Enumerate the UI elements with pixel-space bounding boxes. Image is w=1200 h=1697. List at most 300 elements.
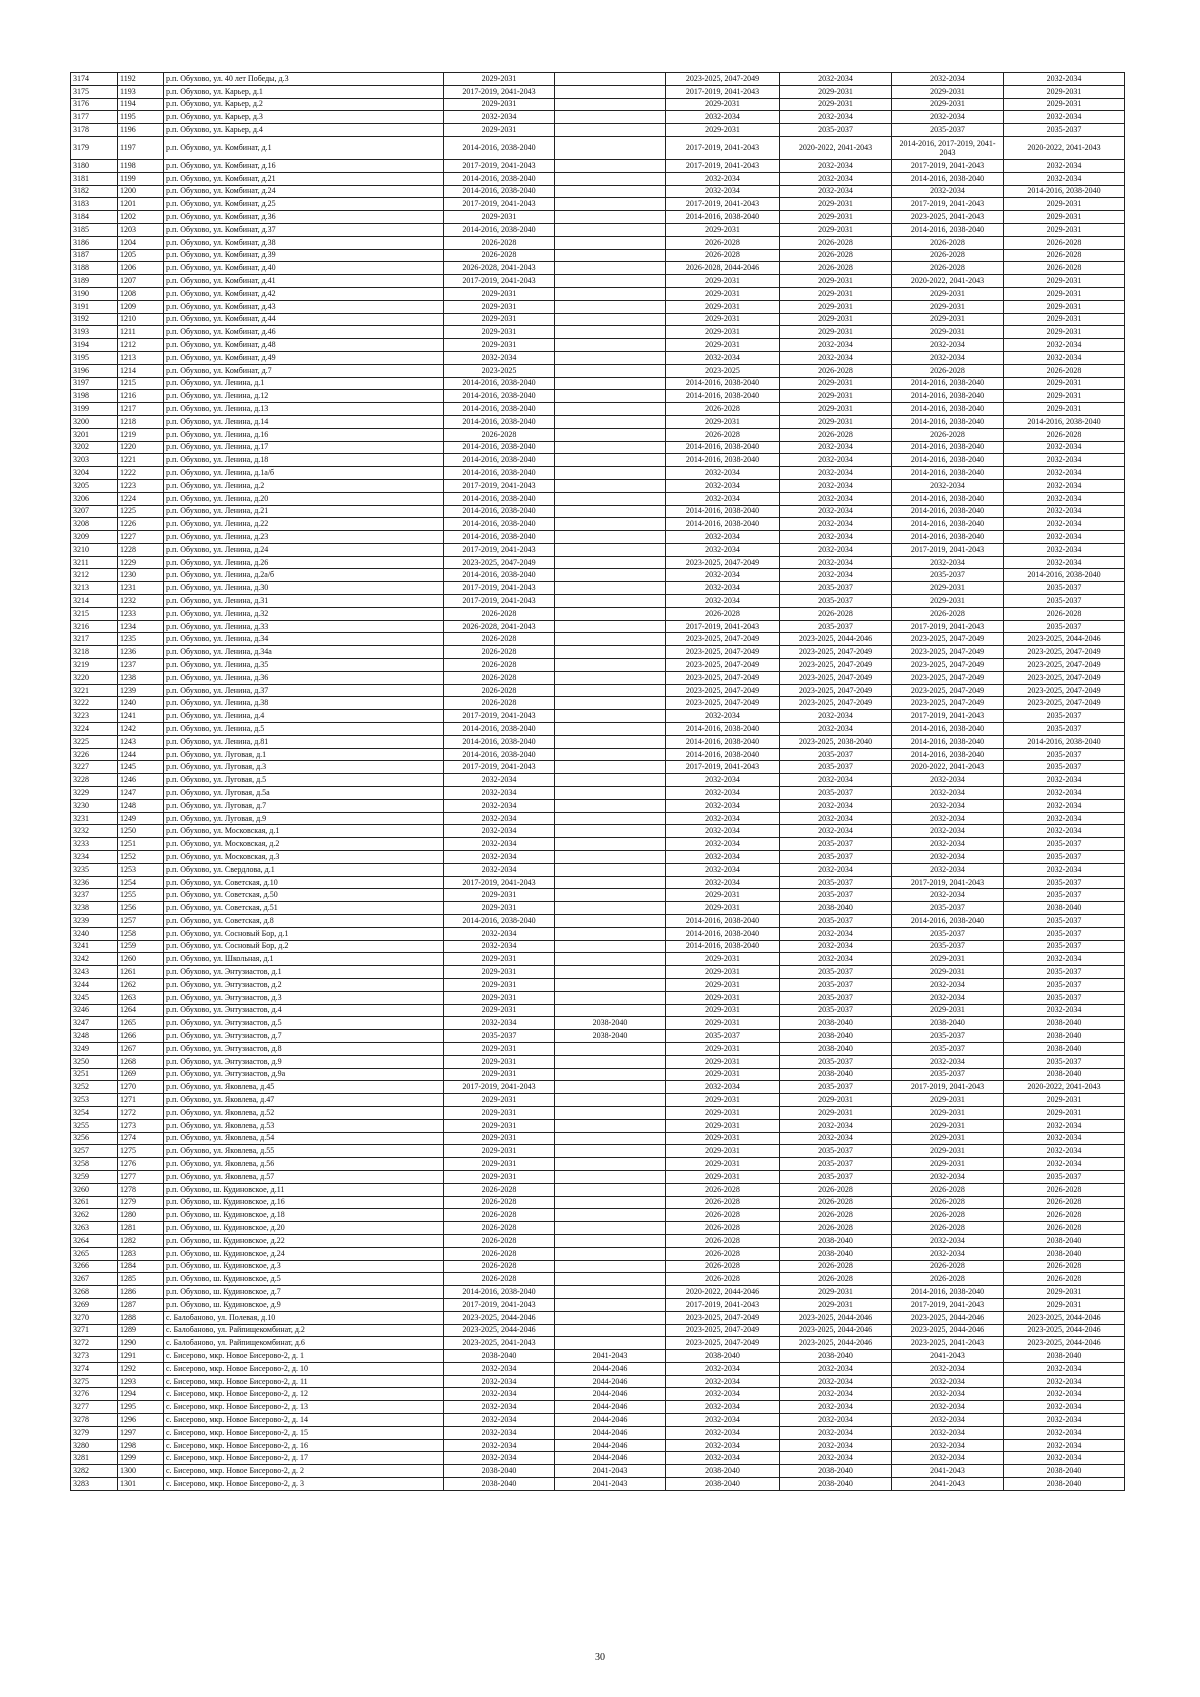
period-cell: 2017-2019, 2041-2043: [444, 761, 555, 774]
period-cell: [555, 646, 666, 659]
period-cell: 2029-2031: [780, 403, 892, 416]
house-id-cell: 1227: [118, 531, 164, 544]
period-cell: 2023-2025, 2047-2049: [892, 684, 1004, 697]
table-row: [71, 684, 1125, 697]
period-cell: [555, 1042, 666, 1055]
house-id-cell: 1295: [118, 1401, 164, 1414]
period-cell: [555, 991, 666, 1004]
row-number-cell: 3177: [71, 111, 118, 124]
row-number-cell: 3221: [71, 684, 118, 697]
period-cell: 2032-2034: [1004, 1145, 1125, 1158]
period-cell: 2032-2034: [666, 1362, 780, 1375]
address-cell: р.п. Обухово, ул. Свердлова, д.1: [164, 863, 444, 876]
period-cell: [555, 799, 666, 812]
period-cell: 2032-2034: [444, 774, 555, 787]
period-cell: 2032-2034: [780, 492, 892, 505]
row-number-cell: 3178: [71, 124, 118, 137]
period-cell: 2035-2037: [1004, 927, 1125, 940]
period-cell: 2029-2031: [892, 300, 1004, 313]
address-cell: р.п. Обухово, ш. Кудиновское, д.24: [164, 1247, 444, 1260]
period-cell: [555, 172, 666, 185]
house-id-cell: 1236: [118, 646, 164, 659]
period-cell: [555, 223, 666, 236]
period-cell: 2032-2034: [892, 111, 1004, 124]
house-id-cell: 1229: [118, 556, 164, 569]
row-number-cell: 3209: [71, 531, 118, 544]
period-cell: [555, 236, 666, 249]
table-body: [71, 73, 1125, 1491]
row-number-cell: 3219: [71, 659, 118, 672]
period-cell: 2032-2034: [1004, 467, 1125, 480]
period-cell: 2029-2031: [666, 415, 780, 428]
period-cell: [555, 787, 666, 800]
row-number-cell: 3261: [71, 1196, 118, 1209]
period-cell: 2035-2037: [780, 1055, 892, 1068]
address-cell: р.п. Обухово, ул. Московская, д.1: [164, 825, 444, 838]
table-row: [71, 1311, 1125, 1324]
period-cell: 2038-2040: [780, 1017, 892, 1030]
row-number-cell: 3260: [71, 1183, 118, 1196]
table-row: [71, 492, 1125, 505]
period-cell: [555, 1247, 666, 1260]
address-cell: с. Бисерово, мкр. Новое Бисерово-2, д. 11: [164, 1375, 444, 1388]
period-cell: 2029-2031: [1004, 1286, 1125, 1299]
table-row: [71, 876, 1125, 889]
row-number-cell: 3246: [71, 1004, 118, 1017]
period-cell: 2023-2025, 2044-2046: [780, 1337, 892, 1350]
period-cell: [555, 1055, 666, 1068]
period-cell: 2035-2037: [1004, 582, 1125, 595]
period-cell: 2023-2025, 2047-2049: [1004, 659, 1125, 672]
period-cell: 2032-2034: [780, 1439, 892, 1452]
period-cell: [555, 595, 666, 608]
row-number-cell: 3242: [71, 953, 118, 966]
period-cell: 2032-2034: [1004, 111, 1125, 124]
address-cell: р.п. Обухово, ул. 40 лет Победы, д.3: [164, 73, 444, 86]
period-cell: 2029-2031: [666, 98, 780, 111]
period-cell: 2029-2031: [444, 313, 555, 326]
period-cell: 2014-2016, 2038-2040: [444, 569, 555, 582]
table-row: [71, 582, 1125, 595]
table-row: [71, 927, 1125, 940]
period-cell: 2032-2034: [666, 1426, 780, 1439]
period-cell: 2026-2028: [780, 1209, 892, 1222]
period-cell: 2017-2019, 2041-2043: [444, 85, 555, 98]
period-cell: 2023-2025, 2047-2049: [1004, 671, 1125, 684]
row-number-cell: 3183: [71, 198, 118, 211]
period-cell: [555, 1222, 666, 1235]
period-cell: 2020-2022, 2041-2043: [892, 275, 1004, 288]
period-cell: 2029-2031: [892, 953, 1004, 966]
table-row: [71, 1337, 1125, 1350]
period-cell: 2014-2016, 2038-2040: [444, 390, 555, 403]
period-cell: 2026-2028: [666, 1196, 780, 1209]
period-cell: 2026-2028: [666, 1234, 780, 1247]
period-cell: 2023-2025, 2047-2049: [666, 646, 780, 659]
period-cell: 2035-2037: [1004, 723, 1125, 736]
period-cell: 2044-2046: [555, 1426, 666, 1439]
period-cell: 2026-2028: [1004, 1222, 1125, 1235]
period-cell: 2032-2034: [892, 838, 1004, 851]
period-cell: 2026-2028: [666, 403, 780, 416]
table-row: [71, 940, 1125, 953]
period-cell: 2014-2016, 2038-2040: [666, 748, 780, 761]
table-row: [71, 787, 1125, 800]
period-cell: 2023-2025, 2047-2049: [1004, 684, 1125, 697]
row-number-cell: 3182: [71, 185, 118, 198]
period-cell: 2035-2037: [1004, 978, 1125, 991]
period-cell: 2035-2037: [1004, 991, 1125, 1004]
table-row: [71, 889, 1125, 902]
period-cell: 2032-2034: [892, 556, 1004, 569]
period-cell: 2029-2031: [892, 287, 1004, 300]
period-cell: 2026-2028: [666, 1273, 780, 1286]
period-cell: 2014-2016, 2038-2040: [666, 377, 780, 390]
row-number-cell: 3203: [71, 454, 118, 467]
page-number: 30: [595, 1652, 605, 1663]
period-cell: 2029-2031: [780, 287, 892, 300]
address-cell: р.п. Обухово, ул. Ленина, д.34а: [164, 646, 444, 659]
row-number-cell: 3225: [71, 735, 118, 748]
house-id-cell: 1244: [118, 748, 164, 761]
period-cell: 2014-2016, 2038-2040: [892, 915, 1004, 928]
table-row: [71, 799, 1125, 812]
address-cell: р.п. Обухово, ул. Ленина, д.30: [164, 582, 444, 595]
period-cell: [555, 249, 666, 262]
period-cell: 2014-2016, 2038-2040: [444, 415, 555, 428]
row-number-cell: 3241: [71, 940, 118, 953]
table-row: [71, 1119, 1125, 1132]
period-cell: 2032-2034: [780, 531, 892, 544]
address-cell: с. Бисерово, мкр. Новое Бисерово-2, д. 1: [164, 1350, 444, 1363]
row-number-cell: 3212: [71, 569, 118, 582]
house-id-cell: 1239: [118, 684, 164, 697]
house-id-cell: 1209: [118, 300, 164, 313]
house-id-cell: 1204: [118, 236, 164, 249]
address-cell: р.п. Обухово, ш. Кудиновское, д.20: [164, 1222, 444, 1235]
address-cell: с. Бисерово, мкр. Новое Бисерово-2, д. 14: [164, 1414, 444, 1427]
period-cell: 2014-2016, 2038-2040: [444, 735, 555, 748]
period-cell: 2032-2034: [666, 876, 780, 889]
period-cell: 2032-2034: [1004, 441, 1125, 454]
period-cell: 2029-2031: [780, 275, 892, 288]
table-row: [71, 825, 1125, 838]
address-cell: р.п. Обухово, ул. Энтузиастов, д.2: [164, 978, 444, 991]
period-cell: 2035-2037: [892, 124, 1004, 137]
period-cell: 2023-2025, 2041-2043: [444, 1337, 555, 1350]
house-id-cell: 1245: [118, 761, 164, 774]
period-cell: 2029-2031: [1004, 98, 1125, 111]
period-cell: 2014-2016, 2038-2040: [892, 748, 1004, 761]
period-cell: 2017-2019, 2041-2043: [892, 543, 1004, 556]
address-cell: с. Бисерово, мкр. Новое Бисерово-2, д. 12: [164, 1388, 444, 1401]
period-cell: 2029-2031: [892, 595, 1004, 608]
period-cell: 2029-2031: [666, 1119, 780, 1132]
period-cell: 2032-2034: [780, 953, 892, 966]
house-id-cell: 1224: [118, 492, 164, 505]
period-cell: 2032-2034: [780, 1426, 892, 1439]
house-id-cell: 1203: [118, 223, 164, 236]
period-cell: 2023-2025, 2044-2046: [780, 633, 892, 646]
house-id-cell: 1202: [118, 211, 164, 224]
address-cell: р.п. Обухово, ш. Кудиновское, д.3: [164, 1260, 444, 1273]
row-number-cell: 3232: [71, 825, 118, 838]
period-cell: 2023-2025, 2047-2049: [666, 1337, 780, 1350]
period-cell: 2032-2034: [780, 799, 892, 812]
period-cell: 2032-2034: [1004, 1439, 1125, 1452]
period-cell: 2029-2031: [1004, 326, 1125, 339]
period-cell: 2029-2031: [444, 1004, 555, 1017]
period-cell: 2032-2034: [444, 838, 555, 851]
address-cell: р.п. Обухово, ул. Московская, д.3: [164, 851, 444, 864]
period-cell: 2029-2031: [444, 73, 555, 86]
row-number-cell: 3194: [71, 339, 118, 352]
house-id-cell: 1270: [118, 1081, 164, 1094]
house-id-cell: 1267: [118, 1042, 164, 1055]
period-cell: 2020-2022, 2041-2043: [1004, 1081, 1125, 1094]
house-id-cell: 1259: [118, 940, 164, 953]
period-cell: 2035-2037: [780, 991, 892, 1004]
period-cell: 2032-2034: [1004, 339, 1125, 352]
address-cell: р.п. Обухово, ул. Ленина, д.18: [164, 454, 444, 467]
period-cell: 2032-2034: [892, 863, 1004, 876]
house-id-cell: 1207: [118, 275, 164, 288]
address-cell: р.п. Обухово, ул. Энтузиастов, д.5: [164, 1017, 444, 1030]
table-row: [71, 978, 1125, 991]
row-number-cell: 3174: [71, 73, 118, 86]
table-row: [71, 415, 1125, 428]
period-cell: [555, 582, 666, 595]
period-cell: 2038-2040: [666, 1465, 780, 1478]
period-cell: [555, 1286, 666, 1299]
period-cell: 2026-2028: [1004, 1196, 1125, 1209]
period-cell: 2035-2037: [780, 1158, 892, 1171]
address-cell: р.п. Обухово, ул. Московская, д.2: [164, 838, 444, 851]
period-cell: 2014-2016, 2017-2019, 2041-2043: [892, 136, 1004, 159]
period-cell: [555, 1132, 666, 1145]
period-cell: [555, 927, 666, 940]
period-cell: 2032-2034: [666, 710, 780, 723]
house-id-cell: 1255: [118, 889, 164, 902]
house-id-cell: 1222: [118, 467, 164, 480]
period-cell: 2029-2031: [892, 1119, 1004, 1132]
period-cell: 2038-2040: [780, 1068, 892, 1081]
period-cell: 2032-2034: [444, 1362, 555, 1375]
house-id-cell: 1293: [118, 1375, 164, 1388]
row-number-cell: 3281: [71, 1452, 118, 1465]
period-cell: 2029-2031: [666, 991, 780, 1004]
period-cell: 2023-2025, 2044-2046: [780, 1311, 892, 1324]
house-id-cell: 1276: [118, 1158, 164, 1171]
period-cell: 2035-2037: [780, 1004, 892, 1017]
period-cell: 2023-2025, 2047-2049: [892, 671, 1004, 684]
period-cell: 2026-2028: [780, 1273, 892, 1286]
schedule-table-container: [70, 72, 1124, 1491]
period-cell: 2032-2034: [780, 1414, 892, 1427]
row-number-cell: 3274: [71, 1362, 118, 1375]
period-cell: [555, 569, 666, 582]
period-cell: [555, 159, 666, 172]
table-row: [71, 287, 1125, 300]
house-id-cell: 1273: [118, 1119, 164, 1132]
period-cell: 2032-2034: [892, 1426, 1004, 1439]
period-cell: 2029-2031: [666, 1042, 780, 1055]
period-cell: 2014-2016, 2038-2040: [1004, 735, 1125, 748]
period-cell: [555, 710, 666, 723]
period-cell: 2029-2031: [444, 991, 555, 1004]
house-id-cell: 1240: [118, 697, 164, 710]
period-cell: 2038-2040: [892, 1017, 1004, 1030]
period-cell: 2038-2040: [780, 1478, 892, 1491]
address-cell: р.п. Обухово, ул. Ленина, д.2а/б: [164, 569, 444, 582]
period-cell: 2014-2016, 2038-2040: [892, 1286, 1004, 1299]
table-row: [71, 1465, 1125, 1478]
row-number-cell: 3188: [71, 262, 118, 275]
house-id-cell: 1197: [118, 136, 164, 159]
period-cell: 2032-2034: [892, 1388, 1004, 1401]
period-cell: 2038-2040: [1004, 1017, 1125, 1030]
table-row: [71, 364, 1125, 377]
table-row: [71, 198, 1125, 211]
house-id-cell: 1249: [118, 812, 164, 825]
address-cell: р.п. Обухово, ул. Энтузиастов, д.1: [164, 966, 444, 979]
period-cell: 2017-2019, 2041-2043: [444, 543, 555, 556]
house-id-cell: 1247: [118, 787, 164, 800]
house-id-cell: 1283: [118, 1247, 164, 1260]
address-cell: р.п. Обухово, ул. Ленина, д.16: [164, 428, 444, 441]
period-cell: [555, 1004, 666, 1017]
period-cell: 2032-2034: [444, 1375, 555, 1388]
address-cell: р.п. Обухово, ул. Яковлева, д.57: [164, 1170, 444, 1183]
period-cell: 2029-2031: [444, 978, 555, 991]
period-cell: 2038-2040: [780, 1042, 892, 1055]
table-row: [71, 633, 1125, 646]
period-cell: 2017-2019, 2041-2043: [892, 198, 1004, 211]
row-number-cell: 3245: [71, 991, 118, 1004]
table-row: [71, 111, 1125, 124]
period-cell: 2032-2034: [780, 1375, 892, 1388]
period-cell: [555, 684, 666, 697]
period-cell: 2032-2034: [1004, 863, 1125, 876]
row-number-cell: 3185: [71, 223, 118, 236]
period-cell: 2029-2031: [666, 978, 780, 991]
period-cell: 2014-2016, 2038-2040: [666, 211, 780, 224]
period-cell: 2029-2031: [666, 966, 780, 979]
address-cell: р.п. Обухово, ул. Советская, д.50: [164, 889, 444, 902]
row-number-cell: 3269: [71, 1298, 118, 1311]
period-cell: 2032-2034: [780, 505, 892, 518]
address-cell: р.п. Обухово, ул. Советская, д.51: [164, 902, 444, 915]
period-cell: 2026-2028: [666, 236, 780, 249]
house-id-cell: 1217: [118, 403, 164, 416]
table-row: [71, 902, 1125, 915]
period-cell: [555, 262, 666, 275]
period-cell: 2035-2037: [780, 761, 892, 774]
period-cell: 2041-2043: [892, 1465, 1004, 1478]
row-number-cell: 3187: [71, 249, 118, 262]
period-cell: 2029-2031: [444, 300, 555, 313]
period-cell: 2014-2016, 2038-2040: [666, 441, 780, 454]
period-cell: 2029-2031: [444, 1132, 555, 1145]
period-cell: 2026-2028, 2041-2043: [444, 620, 555, 633]
table-row: [71, 339, 1125, 352]
period-cell: [555, 838, 666, 851]
address-cell: р.п. Обухово, ул. Ленина, д.22: [164, 518, 444, 531]
period-cell: 2035-2037: [1004, 940, 1125, 953]
period-cell: [555, 441, 666, 454]
period-cell: [555, 390, 666, 403]
period-cell: 2035-2037: [1004, 838, 1125, 851]
address-cell: р.п. Обухово, ул. Энтузиастов, д.9а: [164, 1068, 444, 1081]
period-cell: 2035-2037: [892, 1030, 1004, 1043]
period-cell: 2029-2031: [892, 1145, 1004, 1158]
table-row: [71, 1401, 1125, 1414]
period-cell: 2032-2034: [666, 1414, 780, 1427]
period-cell: 2032-2034: [780, 351, 892, 364]
period-cell: 2014-2016, 2038-2040: [892, 531, 1004, 544]
period-cell: 2038-2040: [1004, 1068, 1125, 1081]
period-cell: 2014-2016, 2038-2040: [892, 403, 1004, 416]
period-cell: 2026-2028: [780, 236, 892, 249]
row-number-cell: 3207: [71, 505, 118, 518]
period-cell: 2044-2046: [555, 1388, 666, 1401]
period-cell: 2032-2034: [780, 543, 892, 556]
period-cell: [555, 73, 666, 86]
table-row: [71, 1106, 1125, 1119]
period-cell: 2029-2031: [666, 326, 780, 339]
period-cell: 2014-2016, 2038-2040: [892, 223, 1004, 236]
row-number-cell: 3256: [71, 1132, 118, 1145]
period-cell: 2026-2028: [892, 1209, 1004, 1222]
row-number-cell: 3252: [71, 1081, 118, 1094]
house-id-cell: 1262: [118, 978, 164, 991]
period-cell: [555, 902, 666, 915]
period-cell: 2014-2016, 2038-2040: [444, 454, 555, 467]
address-cell: с. Бисерово, мкр. Новое Бисерово-2, д. 10: [164, 1362, 444, 1375]
row-number-cell: 3231: [71, 812, 118, 825]
period-cell: 2026-2028: [666, 1209, 780, 1222]
address-cell: р.п. Обухово, ул. Советская, д.10: [164, 876, 444, 889]
house-id-cell: 1277: [118, 1170, 164, 1183]
row-number-cell: 3216: [71, 620, 118, 633]
address-cell: с. Бисерово, мкр. Новое Бисерово-2, д. 3: [164, 1478, 444, 1491]
period-cell: 2026-2028: [444, 633, 555, 646]
table-row: [71, 1094, 1125, 1107]
period-cell: 2035-2037: [780, 966, 892, 979]
address-cell: р.п. Обухово, ул. Комбинат, д.36: [164, 211, 444, 224]
period-cell: 2032-2034: [780, 1452, 892, 1465]
house-id-cell: 1250: [118, 825, 164, 838]
house-id-cell: 1299: [118, 1452, 164, 1465]
period-cell: 2032-2034: [892, 73, 1004, 86]
period-cell: 2032-2034: [892, 991, 1004, 1004]
period-cell: [555, 326, 666, 339]
table-row: [71, 1042, 1125, 1055]
table-row: [71, 1350, 1125, 1363]
house-id-cell: 1252: [118, 851, 164, 864]
period-cell: 2038-2040: [666, 1350, 780, 1363]
row-number-cell: 3198: [71, 390, 118, 403]
period-cell: 2026-2028: [892, 364, 1004, 377]
table-row: [71, 620, 1125, 633]
address-cell: р.п. Обухово, ул. Ленина, д.34: [164, 633, 444, 646]
period-cell: 2032-2034: [780, 723, 892, 736]
period-cell: 2026-2028: [1004, 1209, 1125, 1222]
period-cell: [555, 454, 666, 467]
period-cell: 2035-2037: [892, 569, 1004, 582]
table-row: [71, 185, 1125, 198]
address-cell: р.п. Обухово, ул. Комбинат, д.48: [164, 339, 444, 352]
